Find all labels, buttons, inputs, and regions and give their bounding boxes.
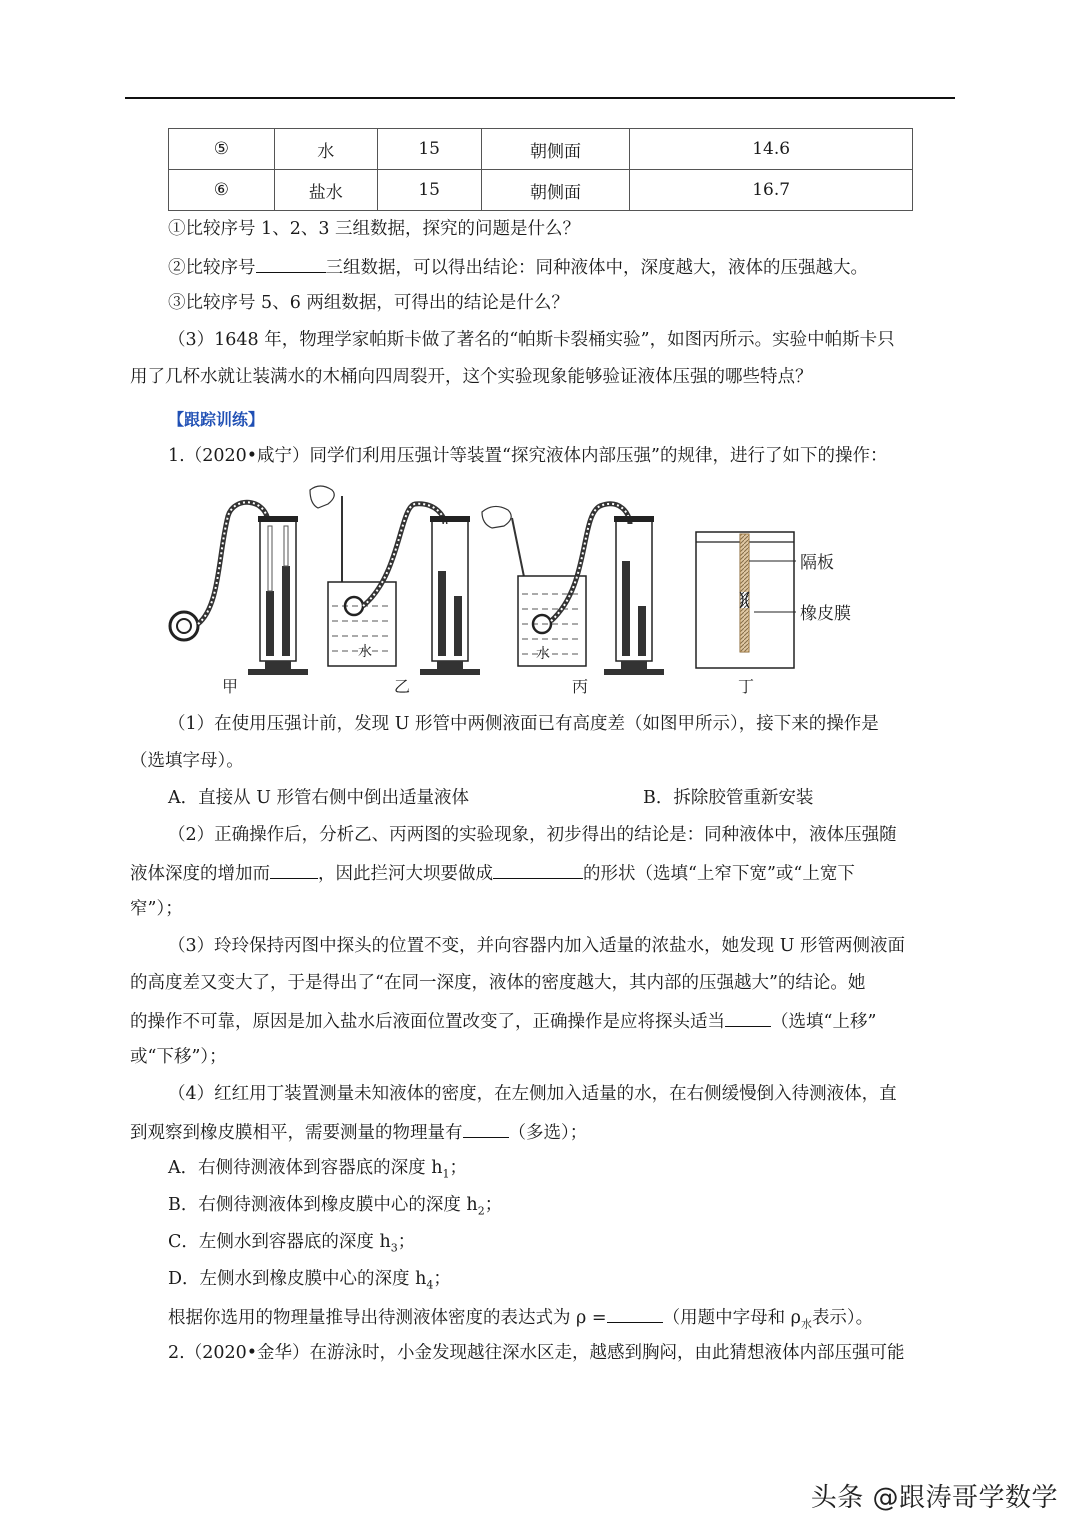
label-water-yi: 水 — [358, 644, 372, 660]
label-water-bing: 水 — [536, 646, 550, 662]
option-a[interactable]: A．直接从 U 形管右侧中倒出适量液体 — [168, 788, 470, 808]
measure-option-b[interactable]: B．右侧待测液体到橡皮膜中心的深度 $h_2$； — [168, 1195, 503, 1218]
step-1-line-2: （选填字母）。 — [130, 751, 244, 771]
formula-text-c: 表示）。 — [811, 1308, 874, 1328]
step-2-text-b: ，因此拦河大坝要做成 — [318, 864, 493, 884]
cell-depth: 15 — [377, 129, 481, 170]
step-2-text-a: 液体深度的增加而 — [130, 864, 270, 884]
cell-direction: 朝侧面 — [481, 170, 630, 211]
step-3-line-2: 的高度差又变大了，于是得出了“在同一深度，液体的密度越大，其内部的压强越大”的结论。她 — [130, 973, 866, 993]
step-2-line-2 — [130, 860, 855, 886]
step-4-text-a: 到观察到橡皮膜相平，需要测量的物理量有 — [130, 1123, 463, 1143]
follow-up-heading: 【跟踪训练】 — [168, 410, 265, 429]
question-1: ①比较序号 1、2、3 三组数据，探究的问题是什么？ — [168, 219, 581, 239]
apparatus-yi — [310, 486, 480, 675]
step-4-text-b: （多选）； — [508, 1123, 588, 1143]
step-2-text-c: 的形状（选填“上窄下宽”或“上宽下 — [583, 864, 855, 884]
cell-diff: 16.7 — [630, 170, 913, 211]
cell-depth: 15 — [377, 170, 481, 211]
answer-blank[interactable] — [607, 1304, 663, 1323]
step-3-line-4: 或“下移”）； — [130, 1047, 227, 1067]
header-rule — [125, 97, 955, 99]
answer-blank[interactable] — [256, 254, 326, 273]
data-table — [168, 128, 913, 211]
question-3: ③比较序号 5、6 两组数据，可得出的结论是什么？ — [168, 293, 569, 313]
label-jia: 甲 — [222, 677, 239, 696]
answer-blank[interactable] — [270, 860, 318, 879]
cell-liquid: 水 — [274, 129, 377, 170]
formula-text-b: （用题中字母和 ρ — [662, 1308, 801, 1328]
answer-blank[interactable] — [493, 860, 583, 879]
apparatus-ding — [696, 532, 851, 668]
apparatus-bing — [482, 504, 664, 675]
question-2-part-a: ②比较序号 — [168, 258, 256, 278]
cell-no: ⑥ — [169, 170, 275, 211]
step-3-text-b: （选填“上移” — [771, 1012, 877, 1032]
part-3-line-1: （3）1648 年，物理学家帕斯卡做了著名的“帕斯卡裂桶实验”，如图丙所示。实验中帕斯卡只 — [168, 330, 895, 350]
option-b[interactable]: B．拆除胶管重新安装 — [643, 788, 814, 808]
step-3-line-3 — [130, 1008, 876, 1034]
formula-text-a: 根据你选用的物理量推导出待测液体密度的表达式为 ρ = — [168, 1308, 607, 1328]
apparatus-jia — [170, 502, 308, 675]
part-3-line-2: 用了几杯水就让装满水的木桶向四周裂开，这个实验现象能够验证液体压强的哪些特点？ — [130, 367, 813, 387]
step-3-line-1: （3）玲玲保持丙图中探头的位置不变，并向容器内加入适量的浓盐水，她发现 U 形管两侧液面 — [168, 936, 906, 956]
step-4-line-1: （4）红红用丁装置测量未知液体的密度，在左侧加入适量的水，在右侧缓慢倒入待测液体，直 — [168, 1084, 897, 1104]
cell-direction: 朝侧面 — [481, 129, 630, 170]
label-ding: 丁 — [738, 677, 755, 696]
problem-2-intro: 2.（2020•金华）在游泳时，小金发现越往深水区走，越感到胸闷，由此猜想液体内部压强可能 — [168, 1343, 905, 1363]
measure-option-c[interactable]: C．左侧水到容器底的深度 $h_3$； — [168, 1232, 416, 1255]
step-4-line-2 — [130, 1119, 587, 1145]
label-membrane: 橡皮膜 — [800, 604, 851, 624]
step-2-line-1: （2）正确操作后，分析乙、丙两图的实验现象，初步得出的结论是：同种液体中，液体压强随 — [168, 825, 897, 845]
label-bing: 丙 — [572, 677, 589, 696]
question-2-part-b: 三组数据，可以得出结论：同种液体中，深度越大，液体的压强越大。 — [325, 258, 868, 278]
step-3-text-a: 的操作不可靠，原因是加入盐水后液面位置改变了，正确操作是应将探头适当 — [130, 1012, 725, 1032]
density-formula-line: 根据你选用的物理量推导出待测液体密度的表达式为 ρ = （用题中字母和 $\rho_水$表示）。 — [168, 1304, 873, 1337]
question-2 — [168, 254, 868, 280]
measure-option-a[interactable]: A．右侧待测液体到容器底的深度 $h_1$； — [168, 1158, 467, 1181]
answer-blank[interactable] — [463, 1119, 509, 1138]
answer-blank[interactable] — [725, 1008, 771, 1027]
cell-diff: 14.6 — [630, 129, 913, 170]
table-row — [169, 129, 913, 170]
step-2-line-3: 窄”）； — [130, 899, 183, 919]
cell-no: ⑤ — [169, 129, 275, 170]
cell-liquid: 盐水 — [274, 170, 377, 211]
watermark: 头条 @跟涛哥学数学 — [810, 1483, 1058, 1513]
label-yi: 乙 — [394, 677, 411, 696]
step-1-line-1: （1）在使用压强计前，发现 U 形管中两侧液面已有高度差（如图甲所示），接下来的操作是 — [168, 714, 879, 734]
experiment-figure — [160, 476, 920, 696]
measure-option-d[interactable]: D．左侧水到橡皮膜中心的深度 $h_4$； — [168, 1269, 451, 1292]
table-row — [169, 170, 913, 211]
label-partition: 隔板 — [800, 553, 834, 573]
problem-1-intro: 1.（2020•咸宁）同学们利用压强计等装置“探究液体内部压强”的规律，进行了如下的操作： — [168, 446, 888, 466]
